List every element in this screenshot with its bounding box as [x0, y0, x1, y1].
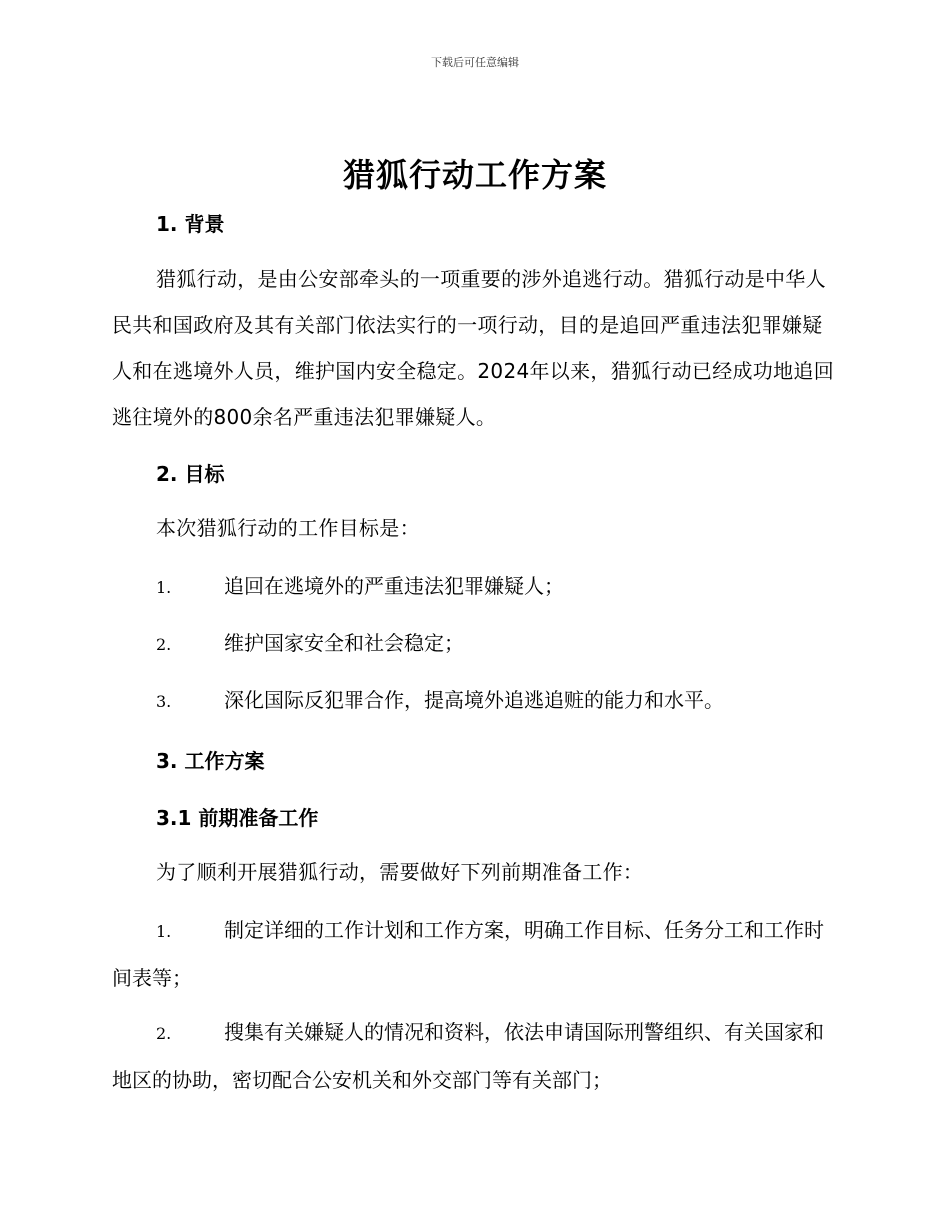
section-heading-goals: 2. 目标	[156, 462, 225, 486]
background-paragraph: 猎狐行动，是由公安部牵头的一项重要的涉外追逃行动。猎狐行动是中华人民共和国政府及其有关部门依法实行的一项行动，目的是追回严重违法犯罪嫌疑人和在逃境外人员，维护国内安全稳定。2024年以来，猎狐行动已经成功地追回逃往境外的800余名严重违法犯罪嫌疑人。	[112, 267, 834, 429]
plan-intro: 为了顺利开展猎狐行动，需要做好下列前期准备工作：	[156, 860, 644, 884]
list-item	[112, 677, 840, 725]
goals-intro: 本次猎狐行动的工作目标是：	[156, 516, 420, 540]
list-item	[112, 620, 840, 668]
list-item-number: 2.	[156, 635, 172, 654]
list-item-text: 维护国家安全和社会稳定；	[224, 631, 464, 655]
list-item-text: 制定详细的工作计划和工作方案，明确工作目标、任务分工和工作时间表等；	[112, 918, 824, 990]
sub-heading-preparation: 3.1 前期准备工作	[156, 806, 319, 830]
list-item-text: 追回在逃境外的严重违法犯罪嫌疑人；	[224, 574, 564, 598]
list-item	[112, 907, 840, 1001]
list-item-text: 搜集有关嫌疑人的情况和资料，依法申请国际刑警组织、有关国家和地区的协助，密切配合公安机关和外交部门等有关部门；	[112, 1020, 824, 1092]
list-item-number: 3.	[156, 692, 172, 711]
list-item-number: 1.	[156, 922, 172, 941]
section-heading-background: 1. 背景	[156, 212, 225, 236]
section-heading-plan: 3. 工作方案	[156, 749, 265, 773]
list-item	[112, 1009, 840, 1103]
header-note: 下载后可任意编辑	[431, 56, 519, 69]
list-item	[112, 563, 840, 611]
page-title: 猎狐行动工作方案	[342, 156, 607, 194]
list-item-number: 2.	[156, 1024, 172, 1043]
list-item-number: 1.	[156, 578, 172, 597]
list-item-text: 深化国际反犯罪合作，提高境外追逃追赃的能力和水平。	[224, 688, 724, 712]
